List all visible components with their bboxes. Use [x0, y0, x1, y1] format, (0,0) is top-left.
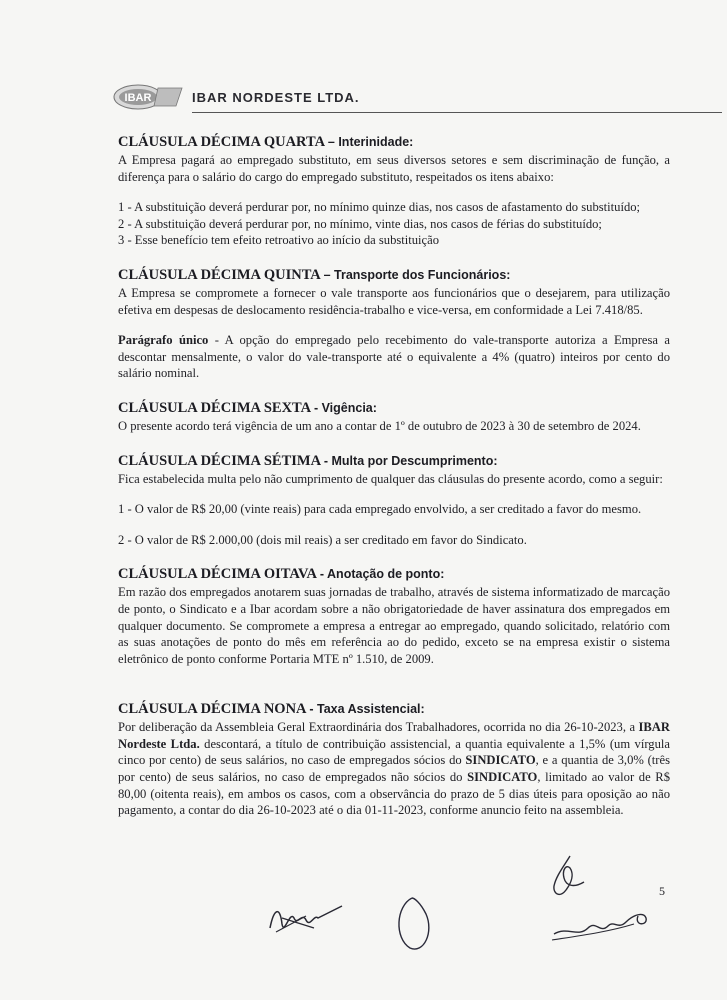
note-label: Parágrafo único: [118, 333, 209, 348]
clause-14-text: A Empresa pagará ao empregado substituto, em seus diversos setores e sem discriminação de função, a diferença para o salário do cargo do empregado substituto, respeitados os itens abaixo:: [118, 153, 670, 184]
sindicato-bold-2: SINDICATO: [467, 770, 538, 785]
logo-text: IBAR: [124, 92, 152, 104]
document-body: [118, 134, 670, 837]
letterhead: [112, 80, 712, 116]
clause-14-item-1: 1 - A substituição deverá perdurar por, no mínimo quinze dias, nos casos de afastamento do substituído;: [118, 200, 641, 215]
signature-left: [262, 888, 352, 948]
signature-right: [548, 896, 658, 946]
clause-14-item-2: 2 - A substituição deverá perdurar por, no mínimo, vinte dias, nos casos de férias do substituído;: [118, 216, 602, 231]
clause-17-item-1: 1 - O valor de R$ 20,00 (vinte reais) para cada empregado envolvido, a ser creditado a favor do mesmo.: [118, 502, 642, 517]
clause-17: [118, 453, 670, 549]
clause-15-note: Parágrafo único - A opção do empregado pelo recebimento do vale-transporte autoriza a Empresa a descontar mensalmente, o valor do vale-transporte até o equivalente a 4% (quatro) inteiros por cento do salário nominal.: [118, 333, 670, 381]
clause-19: [118, 701, 670, 819]
signature-center: [388, 892, 438, 956]
clause-18-title: CLÁUSULA DÉCIMA OITAVA - Anotação de ponto:: [118, 566, 445, 583]
clause-16-text: O presente acordo terá vigência de um ano a contar de 1º de outubro de 2023 à 30 de setembro de 2024.: [118, 418, 641, 433]
clause-15: [118, 267, 670, 382]
clause-15-title: CLÁUSULA DÉCIMA QUINTA – Transporte dos Funcionários:: [118, 266, 511, 283]
clause-19-title: CLÁUSULA DÉCIMA NONA - Taxa Assistencial:: [118, 701, 425, 718]
clause-16-title: CLÁUSULA DÉCIMA SEXTA - Vigência:: [118, 399, 377, 416]
clause-14-item-3: 3 - Esse benefício tem efeito retroativo ao início da substituição: [118, 233, 440, 248]
clause-15-text: A Empresa se compromete a fornecer o vale transporte aos funcionários que o desejarem, para utilização efetiva em despesas de deslocamento residência-trabalho e vice-versa, em conformidade a Lei 7.418/85.: [118, 285, 670, 317]
clause-16: [118, 400, 670, 435]
sindicato-bold-1: SINDICATO: [465, 753, 536, 768]
page-number: 5: [659, 884, 665, 898]
initial-signature: [540, 852, 600, 902]
header-rule: [192, 112, 722, 113]
company-bold: IBAR Nordeste Ltda.: [118, 720, 670, 751]
company-name: IBAR NORDESTE LTDA.: [192, 90, 360, 105]
clause-19-text: Por deliberação da Assembleia Geral Extraordinária dos Trabalhadores, ocorrida no dia 26-10-2023, a IBAR Nordeste Ltda. descontará, a título de contribuição assistencial, a quantia equivalente a 1,5% (um vírgula cinco por cento) de seus salários, no caso de empregados sócios do SINDICATO, e a quantia de 3,0% (três por cento) de seus salários, no caso de empregados não sócios do SINDICATO, limitado ao valor de R$ 80,00 (oitenta reais), em ambos os casos, com a observância do prazo de 5 dias úteis para oposição ao não pagamento, a contar do dia 26-10-2023 até o dia 01-11-2023, conforme anuncio feito na assembleia.: [118, 720, 670, 818]
clause-14-title: CLÁUSULA DÉCIMA QUARTA – Interinidade:: [118, 134, 414, 150]
clause-17-item-2: 2 - O valor de R$ 2.000,00 (dois mil reais) a ser creditado em favor do Sindicato.: [118, 532, 527, 547]
clause-18: [118, 566, 670, 667]
clause-17-title: CLÁUSULA DÉCIMA SÉTIMA - Multa por Descumprimento:: [118, 452, 498, 469]
clause-17-text: Fica estabelecida multa pelo não cumprimento de qualquer das cláusulas do presente acordo, como a seguir:: [118, 471, 663, 486]
ibar-logo: [112, 82, 184, 112]
clause-18-text: Em razão dos empregados anotarem suas jornadas de trabalho, através de sistema informatizado de marcação de ponto, o Sindicato e a Ibar acordam sobre a não obrigatoriedade de haver assinatura dos empregados em qualquer documento. Se compromete a empresa a entregar ao empregado, quando solicitado, relatório com as suas anotações de ponto do mês em referência ao do pedido, exceto se na empresa existir o sistema eletrônico de ponto conforme Portaria MTE nº 1.510, de 2009.: [118, 585, 670, 666]
clause-14: [118, 134, 670, 249]
